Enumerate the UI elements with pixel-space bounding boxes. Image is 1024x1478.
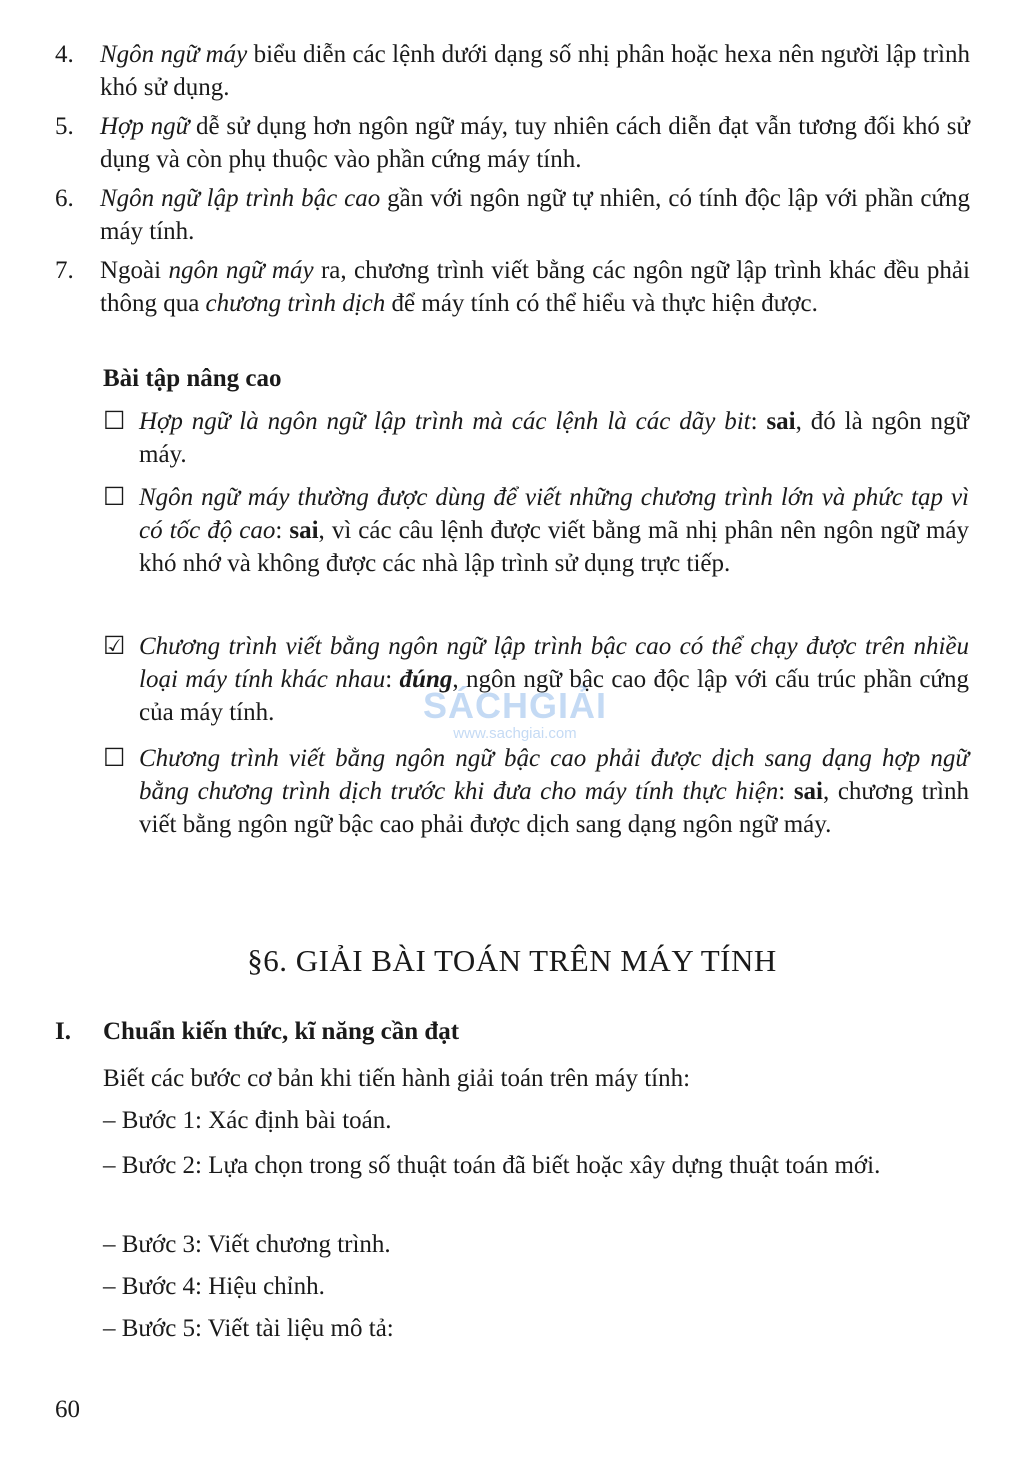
check-explanation: , chương trình viết bằng ngôn ngữ bậc cao phải được dịch sang dạng ngôn ngữ máy.	[139, 778, 969, 838]
item-number: 4.	[55, 41, 74, 68]
item-term: ngôn ngữ máy	[168, 257, 314, 284]
check-separator: :	[275, 517, 290, 544]
item-term: Ngôn ngữ lập trình bậc cao	[100, 185, 381, 212]
item-text	[100, 182, 970, 248]
item-number: 5.	[55, 113, 74, 140]
check-verdict: sai	[766, 408, 796, 435]
item-number: 6.	[55, 185, 74, 212]
check-text	[139, 630, 969, 729]
check-verdict: sai	[289, 517, 319, 544]
item-rest: để máy tính có thể hiểu và thực hiện được.	[385, 290, 818, 317]
watermark-url: www.sachgiai.com	[453, 725, 577, 742]
check-item-1	[103, 405, 969, 471]
item-number: 7.	[55, 257, 74, 284]
step-5: – Bước 5: Viết tài liệu mô tả:	[103, 1315, 394, 1342]
step-2: – Bước 2: Lựa chọn trong số thuật toán đã biết hoặc xây dựng thuật toán mới.	[103, 1152, 881, 1179]
heading-text: Chuẩn kiến thức, kĩ năng cần đạt	[103, 1018, 460, 1045]
step-1: – Bước 1: Xác định bài toán.	[103, 1107, 392, 1134]
check-text	[139, 481, 969, 580]
checkbox-icon: ☐	[103, 745, 126, 772]
section-heading	[55, 1015, 459, 1048]
page-number: 60	[55, 1396, 80, 1423]
check-text	[139, 742, 969, 841]
checkbox-icon: ☐	[103, 408, 126, 435]
checkbox-icon: ☐	[103, 484, 126, 511]
item-term-2: chương trình dịch	[205, 290, 386, 317]
item-rest: gần với ngôn ngữ tự nhiên, có tính độc lập với phần cứng máy tính.	[100, 185, 970, 245]
check-verdict: đúng	[399, 666, 453, 693]
check-separator: :	[778, 778, 794, 805]
list-item-5	[55, 110, 970, 176]
check-item-4	[103, 742, 969, 841]
checked-box-icon: ☑	[103, 633, 126, 660]
check-verdict: sai	[793, 778, 824, 805]
check-separator: :	[750, 408, 767, 435]
step-4: – Bước 4: Hiệu chỉnh.	[103, 1273, 325, 1300]
step-3: – Bước 3: Viết chương trình.	[103, 1231, 391, 1258]
check-text	[139, 405, 969, 471]
watermark-text: SÁCHGIẢI	[422, 685, 607, 726]
item-text	[100, 110, 970, 176]
item-rest: dễ sử dụng hơn ngôn ngữ máy, tuy nhiên cách diễn đạt vẫn tương đối khó sử dụng và còn phụ thuộc vào phần cứng máy tính.	[100, 113, 970, 173]
item-text	[100, 254, 970, 320]
item-pre: Ngoài	[100, 257, 169, 284]
list-item-6	[55, 182, 970, 248]
advanced-heading: Bài tập nâng cao	[103, 365, 282, 392]
intro-paragraph: Biết các bước cơ bản khi tiến hành giải toán trên máy tính:	[103, 1065, 691, 1092]
check-explanation: , đó là ngôn ngữ máy.	[139, 408, 970, 468]
check-statement: Ngôn ngữ máy thường được dùng để viết những chương trình lớn và phức tạp vì có tốc độ cao	[139, 484, 969, 544]
item-text	[100, 38, 970, 104]
list-item-4	[55, 38, 970, 104]
check-item-3	[103, 630, 969, 729]
item-term: Hợp ngữ	[100, 113, 190, 140]
check-statement: Hợp ngữ là ngôn ngữ lập trình mà các lệnh là các dãy bit	[139, 408, 751, 435]
check-item-2	[103, 481, 969, 580]
check-separator: :	[385, 666, 400, 693]
check-explanation: , vì các câu lệnh được viết bằng mã nhị phân nên ngôn ngữ máy khó nhớ và không được các nhà lập trình sử dụng trực tiếp.	[139, 517, 969, 577]
item-rest: biểu diễn các lệnh dưới dạng số nhị phân hoặc hexa nên người lập trình khó sử dụng.	[100, 41, 970, 101]
heading-roman-numeral: I.	[55, 1018, 71, 1045]
check-statement: Chương trình viết bằng ngôn ngữ lập trình bậc cao có thể chạy được trên nhiều loại máy tính khác nhau	[139, 633, 969, 693]
section-title: §6. GIẢI BÀI TOÁN TRÊN MÁY TÍNH	[247, 943, 777, 978]
item-term: Ngôn ngữ máy	[100, 41, 248, 68]
check-explanation: , ngôn ngữ bậc cao độc lập với cấu trúc phần cứng của máy tính.	[139, 666, 969, 726]
list-item-7	[55, 254, 970, 320]
check-statement: Chương trình viết bằng ngôn ngữ bậc cao phải được dịch sang dạng hợp ngữ bằng chương trình dịch trước khi đưa cho máy tính thực hiện	[139, 745, 969, 805]
item-mid: ra, chương trình viết bằng các ngôn ngữ lập trình khác đều phải thông qua	[100, 257, 970, 317]
